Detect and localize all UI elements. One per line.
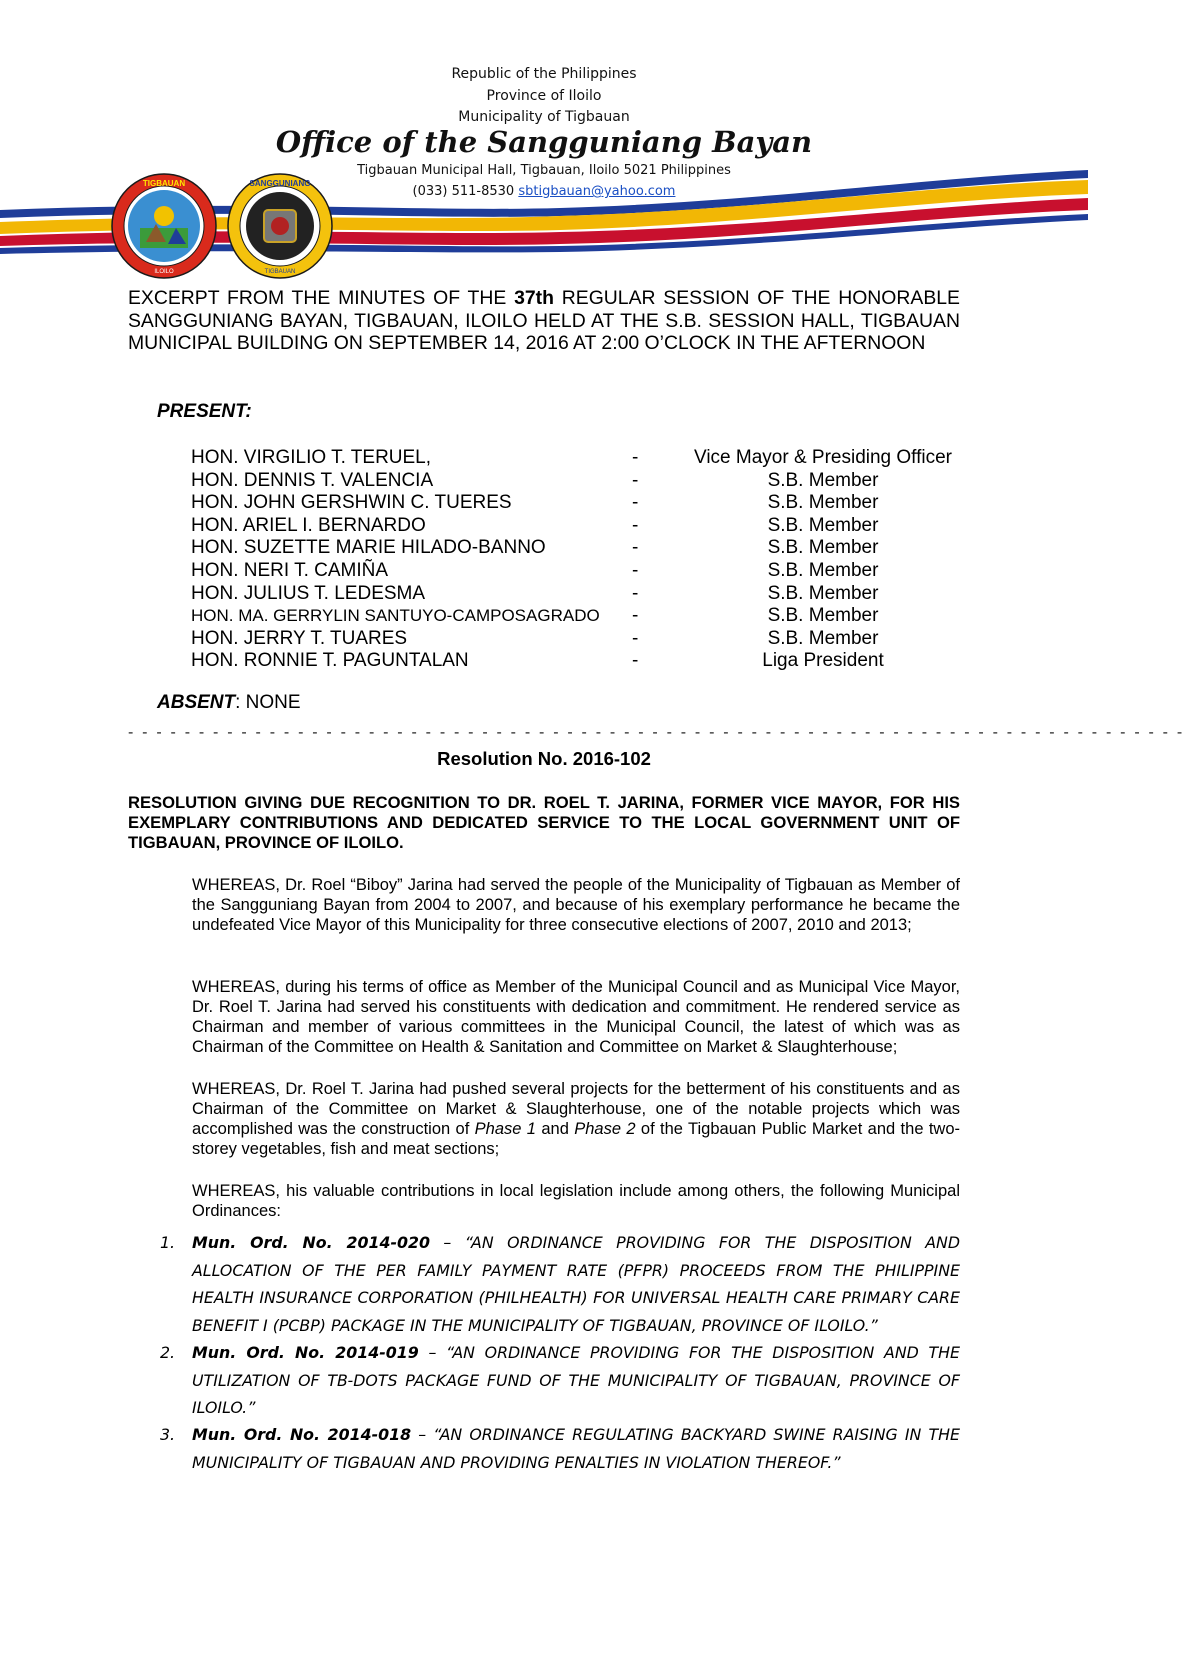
member-separator: -	[632, 447, 639, 468]
header-address: Tigbauan Municipal Hall, Tigbauan, Iloilo 5021 Philippines	[357, 163, 731, 178]
member-separator: -	[632, 627, 639, 649]
whereas-3-phase1: Phase 1	[474, 1120, 536, 1138]
member-separator: -	[632, 492, 639, 514]
member-role: S.B. Member	[767, 582, 879, 604]
member-role: S.B. Member	[767, 514, 879, 536]
member-name: HON. MA. GERRYLIN SANTUYO-CAMPOSAGRADO	[191, 606, 600, 626]
member-role: S.B. Member	[767, 605, 879, 627]
excerpt-session-number: 37th	[514, 287, 554, 309]
member-name: HON. JOHN GERSHWIN C. TUERES	[191, 492, 512, 514]
member-role: S.B. Member	[767, 627, 879, 649]
whereas-clause-3	[128, 1079, 960, 1159]
ordinance-item	[160, 1339, 960, 1422]
municipality-seal-icon	[110, 172, 218, 280]
ordinance-text: – “AN ORDINANCE PROVIDING FOR THE DISPOSITION AND THE UTILIZATION OF TB-DOTS PACKAGE FUND OF THE MUNICIPALITY OF TIGBAUAN, PROVINCE OF ILOILO.”	[192, 1343, 960, 1417]
member-row	[191, 515, 961, 537]
office-title: Office of the Sangguniang Bayan	[275, 125, 813, 159]
header-phone: (033) 511-8530	[412, 184, 515, 199]
ordinance-reference: Mun. Ord. No. 2014-020	[192, 1233, 430, 1252]
member-separator: -	[632, 650, 639, 672]
member-name: HON. ARIEL I. BERNARDO	[191, 514, 426, 536]
member-row	[191, 447, 961, 469]
resolution-title: RESOLUTION GIVING DUE RECOGNITION TO DR. ROEL T. JARINA, FORMER VICE MAYOR, FOR HIS EXEMPLARY CONTRIBUTIONS AND DEDICATED SERVICE TO THE LOCAL GOVERNMENT UNIT OF TIGBAUAN, PROVINCE OF ILOILO.	[128, 793, 960, 852]
ordinance-item	[160, 1229, 960, 1339]
member-separator: -	[632, 514, 639, 536]
whereas-3-part1: WHEREAS, Dr. Roel T. Jarina had pushed several projects for the betterment of his constituents and as Chairman of the Committee on Market & Slaughterhouse, one of the notable projects which was accomplished was the construction of	[192, 1080, 960, 1138]
member-row	[191, 560, 961, 582]
ordinance-text: – “AN ORDINANCE PROVIDING FOR THE DISPOSITION AND ALLOCATION OF THE PER FAMILY PAYMENT RATE (PFPR) PROCEEDS FROM THE PHILIPPINE HEALTH INSURANCE CORPORATION (PHILHEALTH) FOR UNIVERSAL HEALTH CARE PRIMARY CARE BENEFIT I (PCBP) PACKAGE IN THE MUNICIPALITY OF TIGBAUAN, PROVINCE OF ILOILO.”	[192, 1233, 960, 1335]
member-separator: -	[632, 537, 639, 559]
member-role: S.B. Member	[767, 537, 879, 559]
ordinance-number: 3.	[160, 1425, 176, 1444]
member-name: HON. SUZETTE MARIE HILADO-BANNO	[191, 537, 546, 559]
member-role: S.B. Member	[767, 560, 879, 581]
member-row	[191, 470, 961, 492]
minutes-excerpt	[128, 287, 960, 355]
whereas-3-and: and	[536, 1120, 575, 1138]
whereas-2-text: WHEREAS, during his terms of office as Member of the Municipal Council and as Municipal Vice Mayor, Dr. Roel T. Jarina had served his constituents with dedication and commitment. He rendered service as Chairman and member of various committees in the Municipal Council, the latest of which was as Chairman of the Committee on Health & Sanitation and Committee on Market & Slaughterhouse;	[192, 978, 960, 1056]
whereas-clause-2	[128, 977, 960, 1057]
ordinance-number: 2.	[160, 1343, 176, 1362]
svg-text:SANGGUNIANG: SANGGUNIANG	[249, 179, 311, 188]
member-role: Vice Mayor & Presiding Officer	[693, 447, 952, 468]
member-separator: -	[632, 582, 639, 604]
member-name: HON. JERRY T. TUARES	[191, 627, 408, 649]
member-role: Liga President	[762, 650, 884, 672]
absent-line	[157, 692, 301, 714]
present-label: PRESENT:	[157, 401, 252, 422]
svg-text:TIGBAUAN: TIGBAUAN	[264, 269, 296, 275]
whereas-clause-4	[128, 1181, 960, 1221]
whereas-1-text: WHEREAS, Dr. Roel “Biboy” Jarina had served the people of the Municipality of Tigbauan as Member of the Sangguniang Bayan from 2004 to 2007, and because of his exemplary performance he became the undefeated Vice Mayor of this Municipality for three consecutive elections of 2007, 2010 and 2013;	[192, 876, 960, 934]
header-province: Province of Iloilo	[486, 88, 602, 104]
ordinance-reference: Mun. Ord. No. 2014-019	[192, 1343, 419, 1362]
member-row	[191, 628, 961, 650]
whereas-3-phase2: Phase 2	[574, 1120, 636, 1138]
header-municipality: Municipality of Tigbauan	[458, 109, 630, 125]
header-republic: Republic of the Philippines	[451, 66, 637, 82]
member-role: S.B. Member	[767, 492, 879, 514]
member-separator: -	[632, 469, 639, 491]
excerpt-before: EXCERPT FROM THE MINUTES OF THE	[128, 287, 515, 309]
member-name: HON. JULIUS T. LEDESMA	[191, 582, 426, 604]
section-divider: - - - - - - - - - - - - - - - - - - - - - - - - - - - - - - - - - - - - - - - - - - - - - - - - - - - - - - - - - - - - - - - - - - - - - - - - - - -	[128, 724, 1184, 741]
member-name: HON. NERI T. CAMIÑA	[191, 560, 389, 581]
member-row	[191, 492, 961, 514]
ordinance-reference: Mun. Ord. No. 2014-018	[192, 1425, 412, 1444]
ordinance-number: 1.	[160, 1233, 176, 1252]
ordinance-item	[160, 1421, 960, 1476]
whereas-clause-1	[128, 875, 960, 935]
member-name: HON. VIRGILIO T. TERUEL,	[191, 447, 432, 468]
excerpt-after: REGULAR SESSION OF THE HONORABLE SANGGUNIANG BAYAN, TIGBAUAN, ILOILO HELD AT THE S.B. SESSION HALL, TIGBAUAN MUNICIPAL BUILDING ON SEPTEMBER 14, 2016 AT 2:00 O’CLOCK IN THE AFTERNOON	[128, 287, 960, 354]
header-email-link[interactable]: sbtigbauan@yahoo.com	[518, 184, 676, 199]
ordinance-text: – “AN ORDINANCE REGULATING BACKYARD SWINE RAISING IN THE MUNICIPALITY OF TIGBAUAN AND PROVIDING PENALTIES IN VIOLATION THEREOF.”	[192, 1425, 961, 1472]
absent-label: ABSENT	[157, 692, 236, 713]
member-row	[191, 650, 961, 672]
resolution-number: Resolution No. 2016-102	[437, 748, 651, 769]
member-separator: -	[632, 605, 639, 627]
member-row	[191, 583, 961, 605]
member-name: HON. DENNIS T. VALENCIA	[191, 469, 434, 491]
member-role: S.B. Member	[767, 469, 879, 491]
sangguniang-bayan-seal-icon	[226, 172, 334, 280]
absent-value: : NONE	[235, 692, 301, 713]
member-row	[191, 537, 961, 559]
member-name: HON. RONNIE T. PAGUNTALAN	[191, 650, 469, 672]
whereas-3-text	[128, 1079, 960, 1159]
svg-text:ILOILO: ILOILO	[154, 269, 174, 275]
member-row	[191, 605, 961, 627]
whereas-3-part2: of the Tigbauan Public Market and the two-storey vegetables, fish and meat sections;	[192, 1120, 961, 1158]
member-separator: -	[632, 560, 639, 581]
svg-text:TIGBAUAN: TIGBAUAN	[142, 179, 186, 188]
whereas-4-text: WHEREAS, his valuable contributions in local legislation include among others, the following Municipal Ordinances:	[192, 1182, 960, 1220]
